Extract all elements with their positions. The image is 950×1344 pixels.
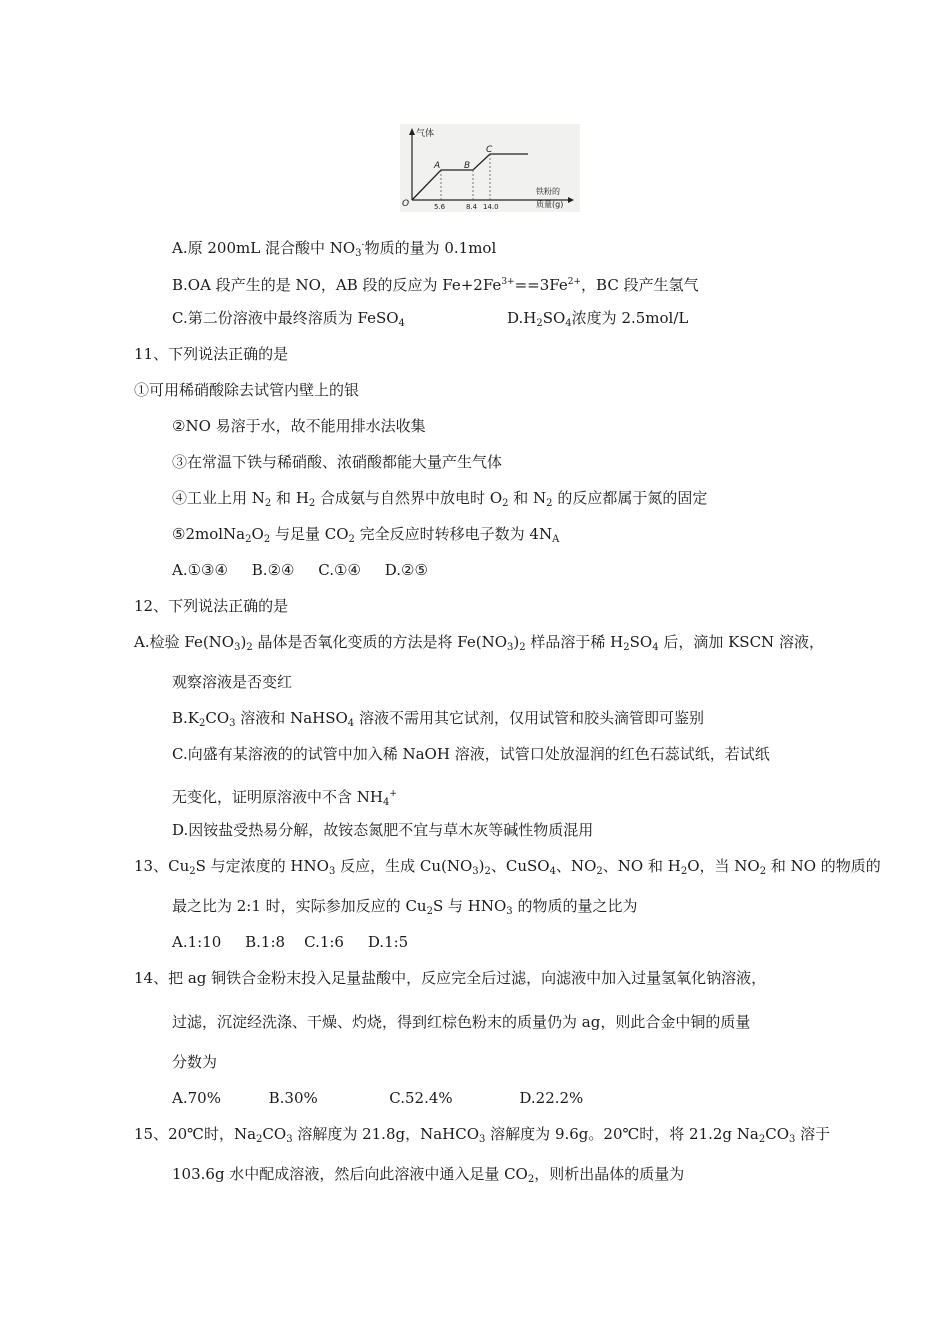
- q12-option-c-line1: C.向盛有某溶液的的试管中加入稀 NaOH 溶液，试管口处放湿润的红色石蕊试纸，若试纸: [172, 745, 770, 763]
- q12-option-a-line2: 观察溶液是否变红: [172, 673, 293, 691]
- q14-stem-line1: 14、把 ag 铜铁合金粉末投入足量盐酸中，反应完全后过滤，向滤液中加入过量氢氧化钠溶液，: [134, 969, 767, 987]
- q12-stem: 12、下列说法正确的是: [134, 597, 289, 615]
- q10-option-a: A.原 200mL 混合酸中 $NO_3^-$物质的量为 0.1mol: [172, 239, 497, 259]
- point-b-label: B: [464, 161, 471, 171]
- point-a-label: A: [434, 161, 441, 171]
- y-axis-label: 气体: [416, 129, 435, 139]
- q12-option-d: D.因铵盐受热易分解，故铵态氮肥不宜与草木灰等碱性物质混用: [172, 821, 594, 839]
- q11-options: A.①③④ B.②④ C.①④ D.②⑤: [172, 561, 428, 579]
- q12-option-c-line2: 无变化，证明原溶液中不含 $NH_4^+$: [172, 788, 397, 808]
- q15-stem-line1: 15、20℃时，$Na_2CO_3$ 溶解度为 21.8g，NaHCO$_3$ 溶解度为 9.6g。20℃时，将 21.2g $Na_2CO_3$ 溶于: [134, 1125, 831, 1145]
- q12-option-a-line1: A.检验 $Fe(NO_3)_2$ 晶体是否氧化变质的方法是将 $Fe(NO_3)_2$ 样品溶于稀 $H_2SO_4$ 后，滴加 KSCN 溶液，: [134, 633, 824, 653]
- tick-14-0: 14.0: [483, 203, 499, 211]
- x-axis-label-1: 铁粉的: [536, 187, 560, 196]
- x-axis-label-2: 质量(g): [536, 200, 564, 209]
- q10-option-b: B.OA 段产生的是 NO，AB 段的反应为 $Fe+2Fe^{3+}==3Fe^{2+}$，BC 段产生氢气: [172, 276, 699, 294]
- q13-options: A.1:10 B.1:8 C.1:6 D.1:5: [172, 933, 409, 951]
- gas-vs-iron-mass-graph: [400, 124, 580, 212]
- q11-stem: 11、下列说法正确的是: [134, 345, 289, 363]
- q11-item-5: $⑤2molNa_2O_2$ 与足量 $CO_2$ 完全反应时转移电子数为 $4N_A$: [172, 525, 560, 545]
- q11-item-1: ①可用稀硝酸除去试管内壁上的银: [134, 381, 360, 399]
- q12-option-b: $B.K_2CO_3$ 溶液和 NaHSO$_4$ 溶液不需用其它试剂，仅用试管和胶头滴管即可鉴别: [172, 709, 704, 729]
- point-c-label: C: [486, 145, 493, 155]
- q11-item-3: ③在常温下铁与稀硝酸、浓硝酸都能大量产生气体: [172, 453, 503, 471]
- origin-label: O: [402, 199, 410, 209]
- tick-5-6: 5.6: [434, 203, 446, 211]
- q10-option-d: $D.H_2SO_4$浓度为 2.5mol/L: [507, 309, 689, 329]
- q11-item-4: ④工业上用 $N_2$ 和 $H_2$ 合成氨与自然界中放电时 $O_2$ 和 $N_2$ 的反应都属于氮的固定: [172, 489, 708, 509]
- q15-stem-line2: 103.6g 水中配成溶液，然后向此溶液中通入足量 $CO_2$，则析出晶体的质量为: [172, 1165, 685, 1185]
- x-axis-arrow: [568, 197, 574, 203]
- q11-item-2: ②NO 易溶于水，故不能用排水法收集: [172, 417, 426, 435]
- q13-stem-line2: 最之比为 2:1 时，实际参加反应的 $Cu_2S$ 与 $HNO_3$ 的物质的量之比为: [172, 897, 638, 917]
- q14-options: A.70% B.30% C.52.4% D.22.2%: [172, 1089, 584, 1107]
- q10-option-c: C.第二份溶液中最终溶质为 FeSO$_4$: [172, 309, 405, 329]
- tick-8-4: 8.4: [466, 203, 478, 211]
- q13-stem-line1: 13、$Cu_2S$ 与定浓度的 $HNO_3$ 反应，生成 $Cu(NO_3)_2$、CuSO$_4$、$NO_2$、NO 和 $H_2O$，当 $NO_2$ 和 NO 的物质的: [134, 857, 881, 877]
- q14-stem-line3: 分数为: [172, 1053, 218, 1071]
- y-axis-arrow: [409, 128, 415, 135]
- q14-stem-line2: 过滤，沉淀经洗涤、干燥、灼烧，得到红棕色粉末的质量仍为 ag，则此合金中铜的质量: [172, 1013, 751, 1031]
